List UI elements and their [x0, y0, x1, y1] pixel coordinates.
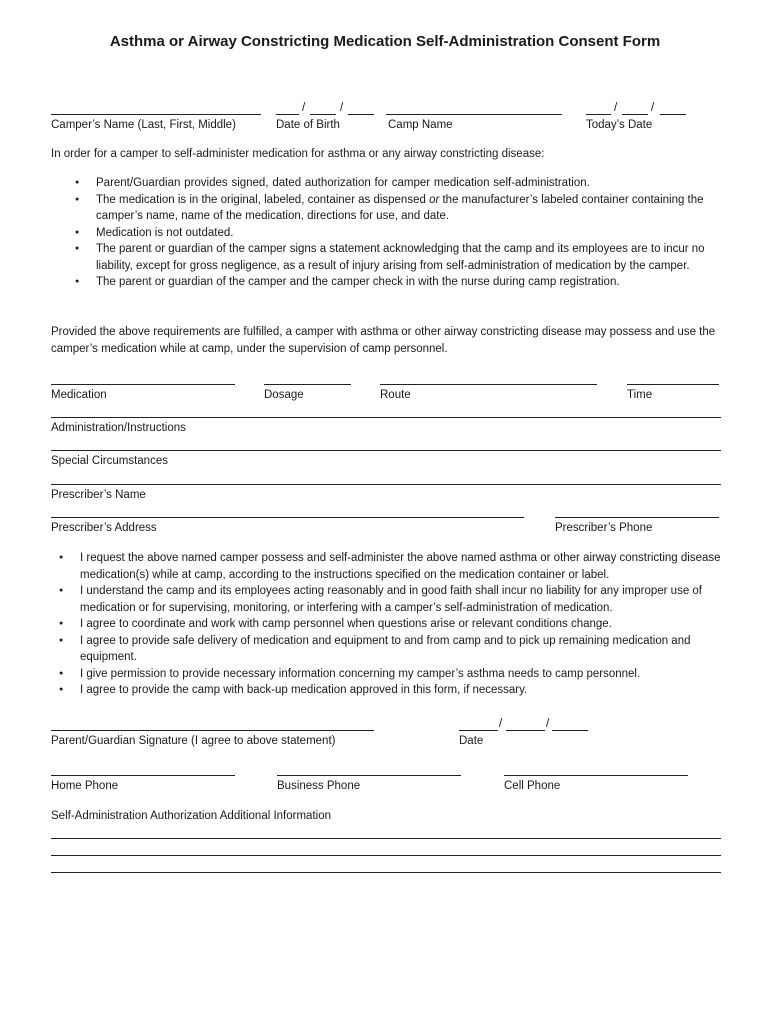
prescriber-phone-line[interactable] — [555, 517, 719, 518]
requirement-item: ● Parent/Guardian provides signed, dated authorization for camper medication self-administration. — [96, 175, 736, 192]
dob-day-line[interactable] — [310, 114, 336, 115]
today-day-line[interactable] — [622, 114, 648, 115]
dosage-label: Dosage — [264, 389, 304, 401]
requirement-text: the manufacturer’s labeled container containing the camper’s name, name of the medication, directions for use, and date. — [96, 193, 704, 222]
business-phone-label: Business Phone — [277, 780, 361, 792]
sign-date-month-line[interactable] — [459, 730, 498, 731]
agreement-item: ● I agree to coordinate and work with camp personnel when questions arise or relevant conditions change. — [80, 616, 730, 633]
requirement-item: ● The parent or guardian of the camper and the camper check in with the nurse during camp registration. — [96, 274, 736, 291]
special-circumstances-line[interactable] — [51, 450, 721, 451]
cell-phone-line[interactable] — [504, 775, 688, 776]
sign-date-year-line[interactable] — [552, 730, 588, 731]
today-slash-1: / — [614, 102, 618, 114]
signature-line[interactable] — [51, 730, 374, 731]
agreement-item: ● I agree to provide safe delivery of medication and equipment to and from camp and to pick up remaining medication and equipment. — [80, 633, 730, 666]
agreement-item: ● I request the above named camper possess and self-administer the above named asthma or other airway constricting disease medication(s) while at camp, according to the instructions specified on the medication container or label. — [80, 550, 730, 583]
today-slash-2: / — [651, 102, 655, 114]
prescriber-name-label: Prescriber’s Name — [51, 489, 146, 501]
additional-info-label: Self-Administration Authorization Additional Information — [51, 810, 331, 822]
agreement-item: ● I agree to provide the camp with back-up medication approved in this form, if necessary. — [80, 682, 730, 699]
prescriber-address-label: Prescriber’s Address — [51, 522, 157, 534]
time-line[interactable] — [627, 384, 719, 385]
additional-info-line-1[interactable] — [51, 838, 721, 839]
sign-date-slash-1: / — [499, 718, 503, 730]
today-year-line[interactable] — [660, 114, 686, 115]
requirements-list — [96, 175, 736, 291]
requirement-item: ● Medication is not outdated. — [96, 225, 736, 242]
form-title: Asthma or Airway Constricting Medication Self-Administration Consent Form — [109, 33, 661, 50]
cell-phone-label: Cell Phone — [504, 780, 561, 792]
additional-info-line-3[interactable] — [51, 872, 721, 873]
medication-line[interactable] — [51, 384, 235, 385]
dob-month-line[interactable] — [276, 114, 299, 115]
administration-label: Administration/Instructions — [51, 422, 186, 434]
agreement-item: ● I understand the camp and its employees acting reasonably and in good faith shall incur no liability for any improper use of medication or for supervising, monitoring, or interfering with a camper’s self-administration of medication. — [80, 583, 730, 616]
sign-date-slash-2: / — [546, 718, 550, 730]
dob-slash-2: / — [340, 102, 344, 114]
intro-text: In order for a camper to self-administer medication for asthma or any airway constricting disease: — [51, 148, 545, 160]
home-phone-line[interactable] — [51, 775, 235, 776]
medication-label: Medication — [51, 389, 107, 401]
requirement-text: The medication is in the original, labeled, container as dispensed — [96, 193, 430, 206]
dob-slash-1: / — [302, 102, 306, 114]
sign-date-day-line[interactable] — [506, 730, 545, 731]
dob-year-line[interactable] — [348, 114, 374, 115]
camp-name-line[interactable] — [386, 114, 562, 115]
prescriber-name-line[interactable] — [51, 484, 721, 485]
todays-date-label: Today’s Date — [586, 119, 653, 131]
agreements-list — [80, 550, 730, 699]
dob-label: Date of Birth — [276, 119, 340, 131]
camper-name-label: Camper’s Name (Last, First, Middle) — [51, 119, 236, 131]
business-phone-line[interactable] — [277, 775, 461, 776]
requirement-item — [96, 192, 736, 225]
sign-date-label: Date — [459, 735, 484, 747]
dosage-line[interactable] — [264, 384, 351, 385]
today-month-line[interactable] — [586, 114, 611, 115]
requirement-item: ● The parent or guardian of the camper signs a statement acknowledging that the camp and its employees are to incur no liability, except for gross negligence, as a result of injury arising from self-administration of medication by the camper. — [96, 241, 736, 274]
provided-text: Provided the above requirements are fulfilled, a camper with asthma or other airway constricting disease may possess and use the camper’s medication while at camp, under the supervision of camp personnel. — [51, 326, 716, 355]
signature-label: Parent/Guardian Signature (I agree to above statement) — [51, 735, 336, 747]
time-label: Time — [627, 389, 653, 401]
route-line[interactable] — [380, 384, 597, 385]
route-label: Route — [380, 389, 411, 401]
requirement-emphasis: or — [429, 193, 440, 206]
camp-name-label: Camp Name — [388, 119, 453, 131]
camper-name-line[interactable] — [51, 114, 261, 115]
additional-info-line-2[interactable] — [51, 855, 721, 856]
prescriber-phone-label: Prescriber’s Phone — [555, 522, 653, 534]
administration-line[interactable] — [51, 417, 721, 418]
agreement-item: ● I give permission to provide necessary information concerning my camper’s asthma needs to camp personnel. — [80, 666, 730, 683]
prescriber-address-line[interactable] — [51, 517, 524, 518]
home-phone-label: Home Phone — [51, 780, 119, 792]
special-circumstances-label: Special Circumstances — [51, 455, 168, 467]
